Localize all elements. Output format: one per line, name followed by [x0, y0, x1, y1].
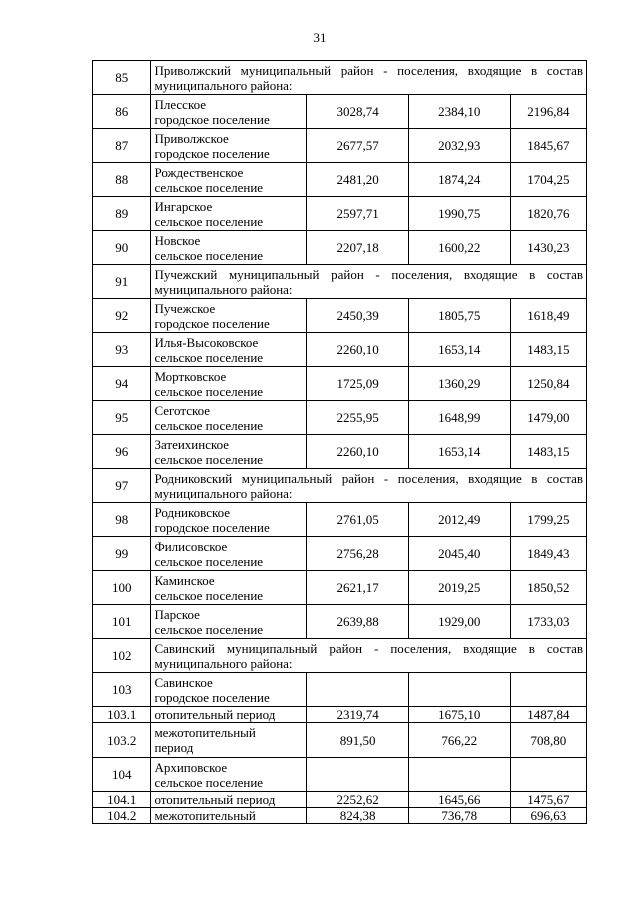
settlement-name-line: сельское поселение: [154, 383, 264, 399]
table-row: [93, 95, 587, 129]
settlement-name-line: городское поселение: [154, 519, 270, 535]
value-cell-v1: 2597,71: [307, 197, 409, 231]
table-row: [93, 129, 587, 163]
value-cell-v1: 2677,57: [307, 129, 409, 163]
settlement-name-line: сельское поселение: [154, 774, 264, 790]
table-row: [93, 792, 587, 808]
value-cell-v1: 2481,20: [307, 163, 409, 197]
value-cell-v2: 2045,40: [408, 537, 510, 571]
table-row: [93, 537, 587, 571]
table-row: [93, 808, 587, 824]
settlement-name-line: сельское поселение: [154, 621, 264, 637]
row-number: 104.1: [93, 792, 151, 808]
value-cell-v1: [307, 758, 409, 792]
settlement-name: [151, 571, 307, 605]
settlement-name-line: Пучежское: [154, 300, 216, 316]
table-row: [93, 723, 587, 758]
row-number: 89: [93, 197, 151, 231]
table-row: [93, 605, 587, 639]
district-header: Родниковский муниципальный район - поселения, входящие в состав муниципального района:: [151, 469, 587, 503]
settlement-name-line: Затеихинское: [154, 436, 230, 452]
district-header: Приволжский муниципальный район - поселения, входящие в состав муниципального района:: [151, 61, 587, 95]
value-cell-v2: 1805,75: [408, 299, 510, 333]
value-cell-v1: 2761,05: [307, 503, 409, 537]
value-cell-v3: 1618,49: [510, 299, 586, 333]
row-number: 99: [93, 537, 151, 571]
settlement-name: [151, 673, 307, 707]
value-cell-v2: 1653,14: [408, 435, 510, 469]
settlement-name: [151, 605, 307, 639]
settlement-name-line: Савинское: [154, 674, 213, 690]
row-number: 94: [93, 367, 151, 401]
settlement-name-line: межотопительный: [154, 808, 256, 823]
value-cell-v3: 1849,43: [510, 537, 586, 571]
value-cell-v3: 1483,15: [510, 333, 586, 367]
settlement-name-line: Каминское: [154, 572, 215, 588]
row-number: 91: [93, 265, 151, 299]
table-row: [93, 231, 587, 265]
value-cell-v3: 1845,67: [510, 129, 586, 163]
settlement-name: [151, 435, 307, 469]
district-header: Пучежский муниципальный район - поселения, входящие в состав муниципального района:: [151, 265, 587, 299]
row-number: 100: [93, 571, 151, 605]
value-cell-v3: 2196,84: [510, 95, 586, 129]
settlement-name: [151, 367, 307, 401]
settlement-name: [151, 808, 307, 824]
value-cell-v1: 891,50: [307, 723, 409, 758]
settlement-name-line: Сеготское: [154, 402, 211, 418]
settlement-name-line: период: [154, 740, 194, 755]
settlement-name: [151, 707, 307, 723]
value-cell-v3: 1704,25: [510, 163, 586, 197]
row-number: 103: [93, 673, 151, 707]
settlement-name-line: Родниковское: [154, 504, 231, 520]
row-number: 88: [93, 163, 151, 197]
row-number: 104: [93, 758, 151, 792]
district-header-row: [93, 469, 587, 503]
table-row: [93, 503, 587, 537]
settlement-name-line: сельское поселение: [154, 179, 264, 195]
settlement-name-line: сельское поселение: [154, 417, 264, 433]
settlement-name-line: Парское: [154, 606, 200, 622]
row-number: 103.1: [93, 707, 151, 723]
row-number: 102: [93, 639, 151, 673]
settlement-name-line: сельское поселение: [154, 587, 264, 603]
value-cell-v3: 1820,76: [510, 197, 586, 231]
tariff-table-body: [93, 61, 587, 824]
settlement-name: [151, 401, 307, 435]
value-cell-v2: 1874,24: [408, 163, 510, 197]
value-cell-v1: 2252,62: [307, 792, 409, 808]
value-cell-v1: 3028,74: [307, 95, 409, 129]
row-number: 96: [93, 435, 151, 469]
value-cell-v1: 1725,09: [307, 367, 409, 401]
settlement-name: [151, 95, 307, 129]
settlement-name: [151, 333, 307, 367]
value-cell-v1: 2639,88: [307, 605, 409, 639]
value-cell-v2: 2012,49: [408, 503, 510, 537]
page-number: 31: [313, 30, 327, 45]
value-cell-v1: 2621,17: [307, 571, 409, 605]
value-cell-v3: 1479,00: [510, 401, 586, 435]
row-number: 92: [93, 299, 151, 333]
value-cell-v3: 708,80: [510, 723, 586, 758]
settlement-name-line: городское поселение: [154, 315, 270, 331]
value-cell-v3: 1483,15: [510, 435, 586, 469]
row-number: 90: [93, 231, 151, 265]
settlement-name-line: сельское поселение: [154, 247, 264, 263]
value-cell-v2: 1648,99: [408, 401, 510, 435]
settlement-name-line: отопительный период: [154, 707, 276, 722]
row-number: 85: [93, 61, 151, 95]
settlement-name-line: городское поселение: [154, 689, 270, 705]
row-number: 93: [93, 333, 151, 367]
settlement-name: [151, 163, 307, 197]
settlement-name-line: Плесское: [154, 96, 207, 112]
value-cell-v3: [510, 758, 586, 792]
settlement-name: [151, 197, 307, 231]
settlement-name-line: сельское поселение: [154, 213, 264, 229]
row-number: 95: [93, 401, 151, 435]
settlement-name-line: Ингарское: [154, 198, 213, 214]
table-row: [93, 197, 587, 231]
value-cell-v3: 696,63: [510, 808, 586, 824]
row-number: 104.2: [93, 808, 151, 824]
value-cell-v1: 2756,28: [307, 537, 409, 571]
settlement-name-line: Приволжское: [154, 130, 229, 146]
value-cell-v2: [408, 673, 510, 707]
row-number: 97: [93, 469, 151, 503]
settlement-name-line: городское поселение: [154, 145, 270, 161]
settlement-name-line: сельское поселение: [154, 553, 264, 569]
settlement-name-line: Илья-Высоковское: [154, 334, 259, 350]
settlement-name: [151, 129, 307, 163]
settlement-name-line: Филисовское: [154, 538, 228, 554]
table-row: [93, 367, 587, 401]
value-cell-v2: [408, 758, 510, 792]
table-row: [93, 707, 587, 723]
table-row: [93, 299, 587, 333]
value-cell-v2: 1600,22: [408, 231, 510, 265]
settlement-name-line: межотопительный: [154, 725, 256, 740]
tariff-table: [92, 60, 587, 824]
value-cell-v1: 2450,39: [307, 299, 409, 333]
settlement-name-line: отопительный период: [154, 792, 276, 807]
settlement-name-line: Архиповское: [154, 759, 228, 775]
value-cell-v2: 1929,00: [408, 605, 510, 639]
value-cell-v2: 766,22: [408, 723, 510, 758]
row-number: 87: [93, 129, 151, 163]
value-cell-v2: 1360,29: [408, 367, 510, 401]
settlement-name: [151, 503, 307, 537]
value-cell-v1: 2260,10: [307, 435, 409, 469]
value-cell-v3: 1475,67: [510, 792, 586, 808]
settlement-name-line: Мортковское: [154, 368, 227, 384]
settlement-name-line: Новское: [154, 232, 201, 248]
table-row: [93, 163, 587, 197]
settlement-name-line: сельское поселение: [154, 451, 264, 467]
row-number: 86: [93, 95, 151, 129]
value-cell-v3: 1250,84: [510, 367, 586, 401]
row-number: 101: [93, 605, 151, 639]
value-cell-v2: 1990,75: [408, 197, 510, 231]
value-cell-v3: [510, 673, 586, 707]
district-header-row: [93, 61, 587, 95]
settlement-name: [151, 299, 307, 333]
settlement-name: [151, 537, 307, 571]
district-header-row: [93, 639, 587, 673]
settlement-name-line: Рождественское: [154, 164, 244, 180]
table-row: [93, 673, 587, 707]
table-row: [93, 435, 587, 469]
settlement-name: [151, 792, 307, 808]
value-cell-v2: 1645,66: [408, 792, 510, 808]
table-row: [93, 333, 587, 367]
district-header: Савинский муниципальный район - поселения, входящие в состав муниципального района:: [151, 639, 587, 673]
table-row: [93, 758, 587, 792]
settlement-name: [151, 758, 307, 792]
district-header-row: [93, 265, 587, 299]
value-cell-v3: 1733,03: [510, 605, 586, 639]
value-cell-v2: 1653,14: [408, 333, 510, 367]
value-cell-v1: 2260,10: [307, 333, 409, 367]
row-number: 98: [93, 503, 151, 537]
value-cell-v1: 2207,18: [307, 231, 409, 265]
value-cell-v1: 824,38: [307, 808, 409, 824]
value-cell-v1: 2255,95: [307, 401, 409, 435]
value-cell-v2: 2032,93: [408, 129, 510, 163]
value-cell-v2: 2019,25: [408, 571, 510, 605]
row-number: 103.2: [93, 723, 151, 758]
value-cell-v3: 1799,25: [510, 503, 586, 537]
settlement-name: [151, 723, 307, 758]
value-cell-v2: 2384,10: [408, 95, 510, 129]
value-cell-v3: 1487,84: [510, 707, 586, 723]
settlement-name-line: городское поселение: [154, 111, 270, 127]
table-row: [93, 401, 587, 435]
value-cell-v3: 1850,52: [510, 571, 586, 605]
value-cell-v1: [307, 673, 409, 707]
table-row: [93, 571, 587, 605]
value-cell-v1: 2319,74: [307, 707, 409, 723]
value-cell-v2: 1675,10: [408, 707, 510, 723]
value-cell-v2: 736,78: [408, 808, 510, 824]
settlement-name: [151, 231, 307, 265]
value-cell-v3: 1430,23: [510, 231, 586, 265]
settlement-name-line: сельское поселение: [154, 349, 264, 365]
